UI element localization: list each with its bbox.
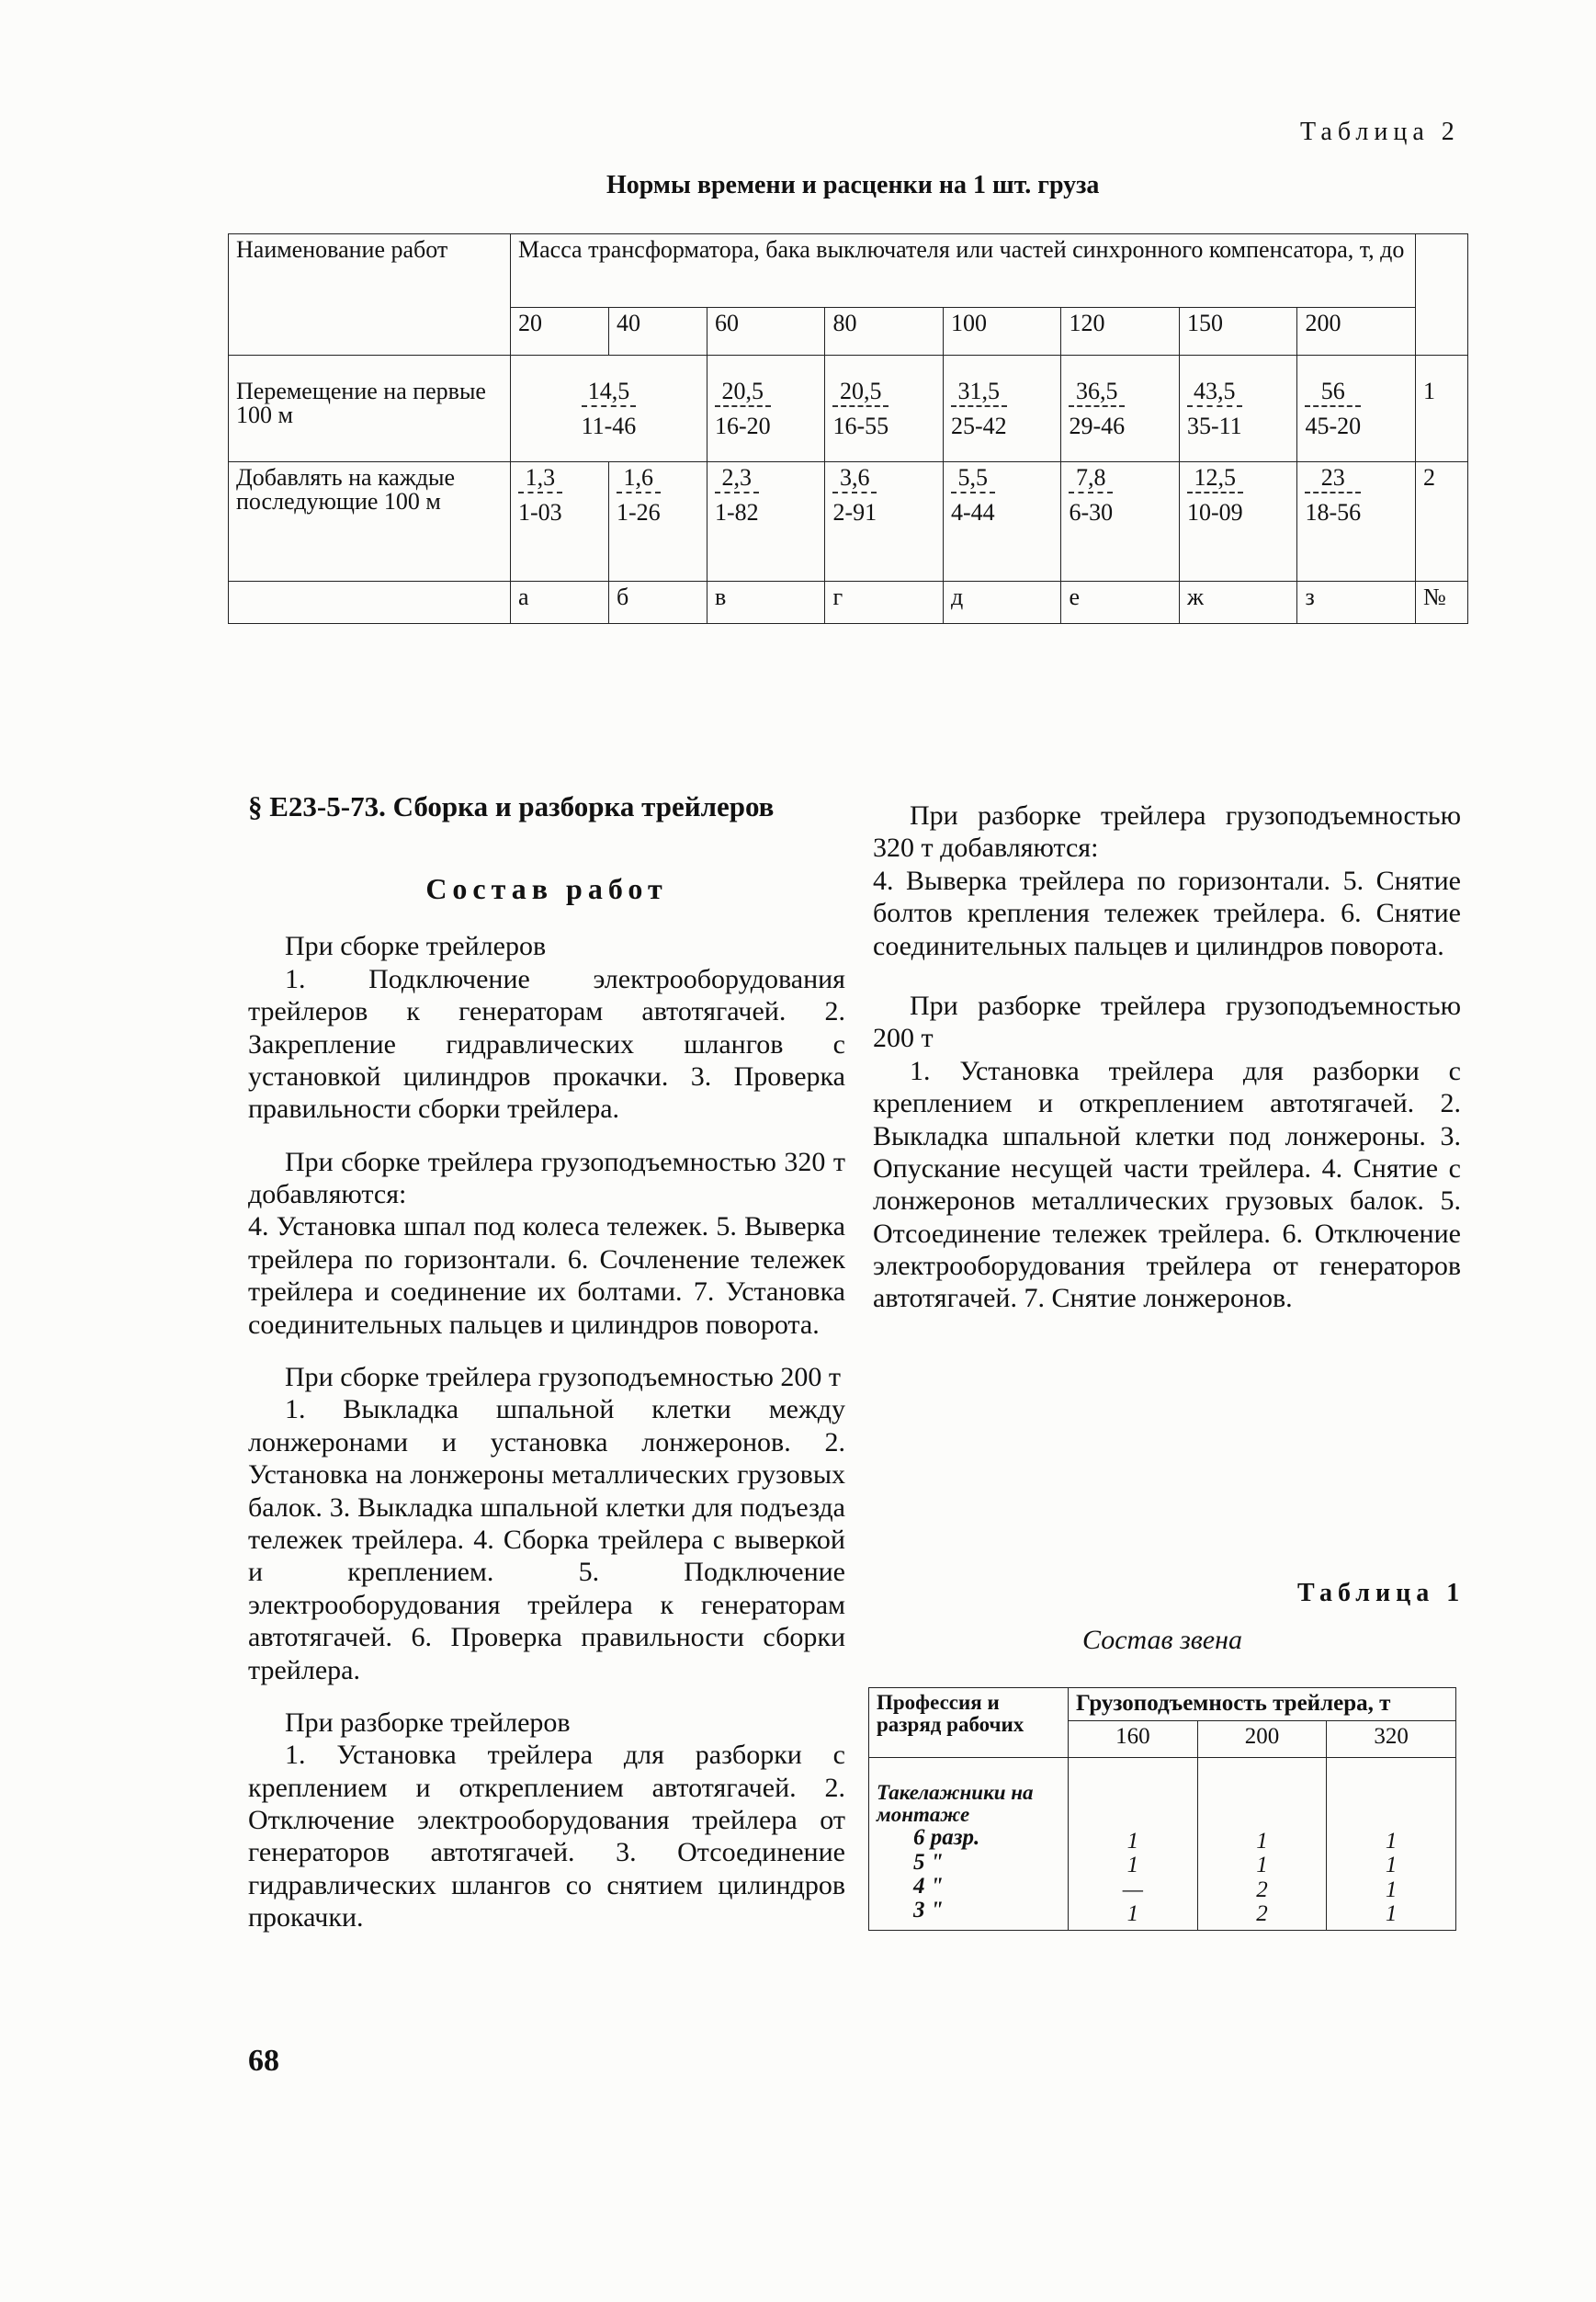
- norm-time: 12,5: [1194, 464, 1237, 491]
- norm-time: 1,3: [525, 464, 556, 491]
- header-num-blank: [1416, 234, 1468, 356]
- subheading: При разборке трейлера грузоподъемностью 320 т добавляются:: [873, 800, 1461, 864]
- norm-time: 43,5: [1194, 378, 1236, 404]
- rate: 25-42: [951, 405, 1007, 438]
- mass-col-2: 40: [608, 308, 707, 356]
- cap-col-2: 200: [1197, 1721, 1327, 1758]
- rate: 16-55: [832, 405, 889, 438]
- table1-title: Состав звена: [1082, 1625, 1243, 1655]
- value-cell: [707, 462, 825, 582]
- col-letter: д: [943, 582, 1061, 624]
- rate: 1-82: [715, 492, 759, 525]
- col-letter: е: [1061, 582, 1180, 624]
- paragraph: 1. Установка трейлера для разборки с креплением и откреплением автотягачей. 2. Отключение электрооборудования трейлера от генераторов автотягачей. 3. Отсоединение гидравлических шлангов со снятием цилиндров прокачки.: [248, 1740, 845, 1933]
- norm-time: 5,5: [957, 464, 989, 491]
- rate: 1-26: [617, 492, 661, 525]
- paragraph: 4. Выверка трейлера по горизонтали. 5. Снятие болтов крепления тележек трейлера. 6. Снятие соединительных пальцев и цилиндров поворота.: [873, 865, 1461, 961]
- value-cell: [1179, 462, 1297, 582]
- value-cell: [1179, 356, 1297, 462]
- row-number: 2: [1416, 462, 1468, 582]
- paragraph: 1. Подключение электрооборудования трейлеров к генераторам автотягачей. 2. Закрепление гидравлических шлангов с установкой цилиндров прокачки. 3. Проверка правильности сборки трейлера.: [248, 963, 845, 1125]
- rate: 45-20: [1305, 405, 1361, 438]
- paragraph: 4. Установка шпал под колеса тележек. 5. Выверка трейлера по горизонтали. 6. Сочленение тележек трейлера и соединение их болтами. 7. Установка соединительных пальцев и цилиндров поворота.: [248, 1211, 845, 1340]
- norm-time: 56: [1320, 378, 1345, 404]
- value-cell: [943, 462, 1061, 582]
- crew-count: 1: [1126, 1853, 1139, 1878]
- grade: 4 ": [913, 1873, 944, 1899]
- header-name: Наименование работ: [229, 234, 511, 356]
- col-letter: г: [825, 582, 944, 624]
- table-row: [229, 462, 1468, 582]
- crew-count-col: [1327, 1758, 1456, 1931]
- norm-time: 23: [1320, 464, 1345, 491]
- subheading: При разборке трейлера грузоподъемностью 200 т: [873, 990, 1461, 1054]
- table2-title: Нормы времени и расценки на 1 шт. груза: [606, 171, 1100, 199]
- col-letter: з: [1297, 582, 1416, 624]
- value-cell: [825, 462, 944, 582]
- col-letter: ж: [1179, 582, 1297, 624]
- mass-col-3: 60: [707, 308, 825, 356]
- crew-count: 1: [1256, 1829, 1268, 1854]
- paragraph: 1. Выкладка шпальной клетки между лонжеронами и установка лонжеронов. 2. Установка на лонжероны металлических грузовых балок. 3. Выкладка шпальной клетки для подъезда тележек трейлера. 4. Сборка трейлера с выверкой и креплением. 5. Подключение электрооборудования трейлера к генераторам автотягачей. 6. Проверка правильности сборки трейлера.: [248, 1394, 845, 1685]
- rate: 1-03: [518, 492, 562, 525]
- norm-time: 31,5: [957, 378, 1001, 404]
- cap-col-3: 320: [1327, 1721, 1456, 1758]
- header-profession: Профессия и разряд рабочих: [869, 1688, 1069, 1758]
- grade: 6 разр.: [913, 1825, 980, 1851]
- crew-count-col: [1069, 1758, 1198, 1931]
- right-column: [873, 799, 1461, 1315]
- subheading: При сборке трейлера грузоподъемностью 200 т: [285, 1362, 842, 1393]
- crew-count: 2: [1256, 1877, 1268, 1902]
- table1-label: Таблица 1: [1297, 1579, 1466, 1607]
- crew-count: 1: [1385, 1877, 1398, 1902]
- crew-count-col: [1197, 1758, 1327, 1931]
- grade: 3 ": [913, 1898, 944, 1923]
- mass-col-7: 150: [1179, 308, 1297, 356]
- crew-count: 1: [1256, 1853, 1268, 1878]
- value-cell: [1297, 356, 1416, 462]
- rate: 35-11: [1187, 405, 1242, 438]
- col-letter: а: [511, 582, 609, 624]
- crew-count: 1: [1385, 1829, 1398, 1854]
- header-capacity: Грузоподъемность трейлера, т: [1069, 1688, 1456, 1721]
- table-row: [229, 356, 1468, 462]
- crew-count: 1: [1385, 1900, 1398, 1926]
- crew-count: 1: [1126, 1829, 1139, 1854]
- mass-col-6: 120: [1061, 308, 1180, 356]
- value-cell: [608, 462, 707, 582]
- value-cell: [1297, 462, 1416, 582]
- crew-count: 1: [1385, 1853, 1398, 1878]
- crew-count: 2: [1256, 1900, 1268, 1926]
- subheading: При сборке трейлеров: [285, 931, 547, 962]
- mass-col-4: 80: [825, 308, 944, 356]
- value-cell: [943, 356, 1061, 462]
- norm-time: 20,5: [840, 378, 882, 404]
- rate: 2-91: [832, 492, 877, 525]
- page-number: 68: [248, 2044, 279, 2078]
- mass-col-8: 200: [1297, 308, 1416, 356]
- crew-group: Такелажники на монтаже: [877, 1781, 1034, 1827]
- rate: 16-20: [715, 405, 771, 438]
- norms-table: [228, 233, 1468, 624]
- cap-col-1: 160: [1069, 1721, 1198, 1758]
- blank-cell: [229, 582, 511, 624]
- letter-row: [229, 582, 1468, 624]
- mass-col-1: 20: [511, 308, 609, 356]
- table2-label: Таблица 2: [1300, 118, 1460, 146]
- rate: 18-56: [1305, 492, 1361, 525]
- crew-count: 1: [1126, 1900, 1139, 1926]
- norm-time: 3,6: [840, 464, 870, 491]
- value-cell: [1061, 356, 1180, 462]
- row-number: 1: [1416, 356, 1468, 462]
- subheading: При разборке трейлеров: [285, 1707, 571, 1738]
- norm-time: 1,6: [623, 464, 654, 491]
- norm-time: 20,5: [721, 378, 764, 404]
- num-label: №: [1416, 582, 1468, 624]
- crew-table: [868, 1687, 1456, 1931]
- rate: 29-46: [1069, 405, 1125, 438]
- value-cell: [707, 356, 825, 462]
- grade: 5 ": [913, 1849, 944, 1875]
- value-cell: [1061, 462, 1180, 582]
- merged-value-cell: [511, 356, 707, 462]
- norm-time: 7,8: [1076, 464, 1106, 491]
- paragraph: 1. Установка трейлера для разборки с креплением и откреплением автотягачей. 2. Выкладка шпальной клетки под лонжероны. 3. Опускание несущей части трейлера. 4. Снятие с лонжеронов металлических грузовых балок. 5. Отсоединение тележек трейлера. 6. Отключение электрооборудования трейлера от генераторов автотягачей. 7. Снятие лонжеронов.: [873, 1055, 1461, 1314]
- work-heading: Состав работ: [425, 871, 668, 905]
- row-name: Добавлять на каждые последующие 100 м: [229, 462, 511, 582]
- crew-count: —: [1122, 1877, 1143, 1902]
- mass-col-5: 100: [943, 308, 1061, 356]
- col-letter: б: [608, 582, 707, 624]
- left-column: [248, 790, 845, 1934]
- col-letter: в: [707, 582, 825, 624]
- crew-group-cell: [869, 1758, 1069, 1931]
- norm-time: 36,5: [1076, 378, 1118, 404]
- rate: 10-09: [1187, 492, 1243, 525]
- rate: 11-46: [582, 405, 637, 438]
- value-cell: [825, 356, 944, 462]
- header-mass: Масса трансформатора, бака выключателя или частей синхронного компенсатора, т, до: [511, 234, 1416, 308]
- section-title: § Е23-5-73. Сборка и разборка трейлеров: [248, 790, 775, 822]
- norm-time: 2,3: [721, 464, 753, 491]
- subheading: При сборке трейлера грузоподъемностью 320 т добавляются:: [248, 1146, 845, 1210]
- value-cell: [511, 462, 609, 582]
- rate: 6-30: [1069, 492, 1113, 525]
- row-name: Перемещение на первые 100 м: [229, 356, 511, 462]
- rate: 4-44: [951, 492, 995, 525]
- norm-time: 14,5: [587, 378, 630, 404]
